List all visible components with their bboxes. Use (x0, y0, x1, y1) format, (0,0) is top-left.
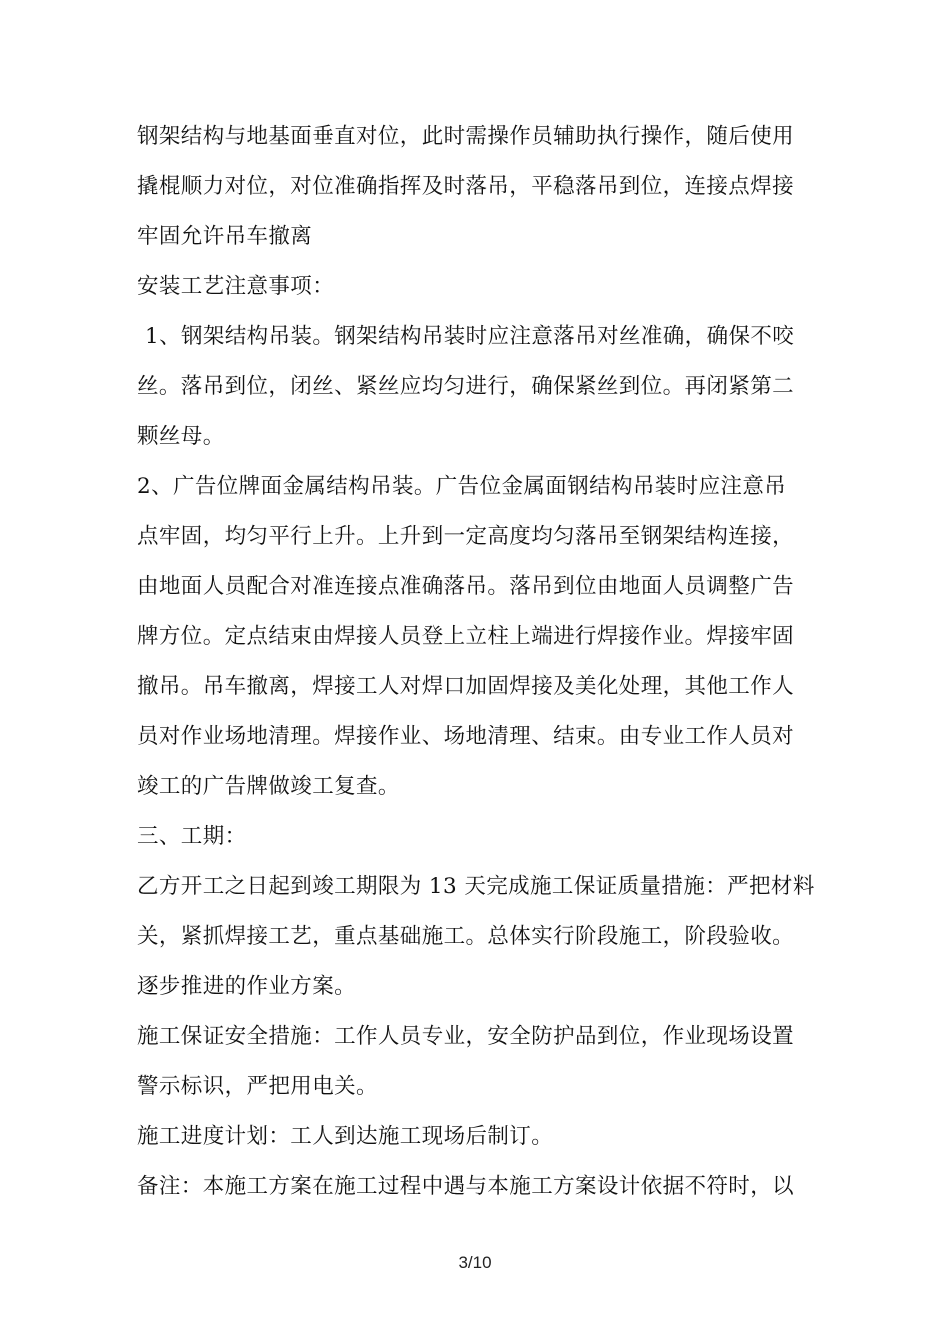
text-line: 备注：本施工方案在施工过程中遇与本施工方案设计依据不符时，以 (137, 1174, 795, 1199)
text-line: 施工进度计划：工人到达施工现场后制订。 (137, 1124, 554, 1149)
text-line: 2、广告位牌面金属结构吊装。广告位金属面钢结构吊装时应注意吊 (137, 474, 787, 499)
text-line: 施工保证安全措施：工作人员专业，安全防护品到位，作业现场设置 (137, 1024, 795, 1049)
text-line: 丝。落吊到位，闭丝、紧丝应均匀进行，确保紧丝到位。再闭紧第二 (137, 374, 795, 399)
text-line: 点牢固，均匀平行上升。上升到一定高度均匀落吊至钢架结构连接， (137, 524, 795, 549)
text-line: 颗丝母。 (137, 424, 225, 449)
text-line: 由地面人员配合对准连接点准确落吊。落吊到位由地面人员调整广告 (137, 574, 795, 599)
section-heading: 安装工艺注意事项： (137, 274, 335, 299)
section-heading: 三、工期： (137, 824, 247, 849)
text-line: 牌方位。定点结束由焊接人员登上立柱上端进行焊接作业。焊接牢固 (137, 624, 795, 649)
text-line: 警示标识，严把用电关。 (137, 1074, 378, 1099)
text-line: 1、钢架结构吊装。钢架结构吊装时应注意落吊对丝准确，确保不咬 (145, 324, 795, 349)
text-line: 钢架结构与地基面垂直对位，此时需操作员辅助执行操作，随后使用 (137, 124, 795, 149)
text-line: 员对作业场地清理。焊接作业、场地清理、结束。由专业工作人员对 (137, 724, 795, 749)
text-line: 逐步推进的作业方案。 (137, 974, 357, 999)
text-line: 撤吊。吊车撤离，焊接工人对焊口加固焊接及美化处理，其他工作人 (137, 674, 795, 699)
text-line: 乙方开工之日起到竣工期限为 13 天完成施工保证质量措施：严把材料 (137, 874, 815, 899)
text-line: 竣工的广告牌做竣工复查。 (137, 774, 400, 799)
text-line: 关，紧抓焊接工艺，重点基础施工。总体实行阶段施工，阶段验收。 (137, 924, 795, 949)
text-line: 牢固允许吊车撤离 (137, 224, 313, 249)
text-line: 撬棍顺力对位，对位准确指挥及时落吊，平稳落吊到位，连接点焊接 (137, 174, 795, 199)
page-number: 3/10 (458, 1253, 492, 1272)
